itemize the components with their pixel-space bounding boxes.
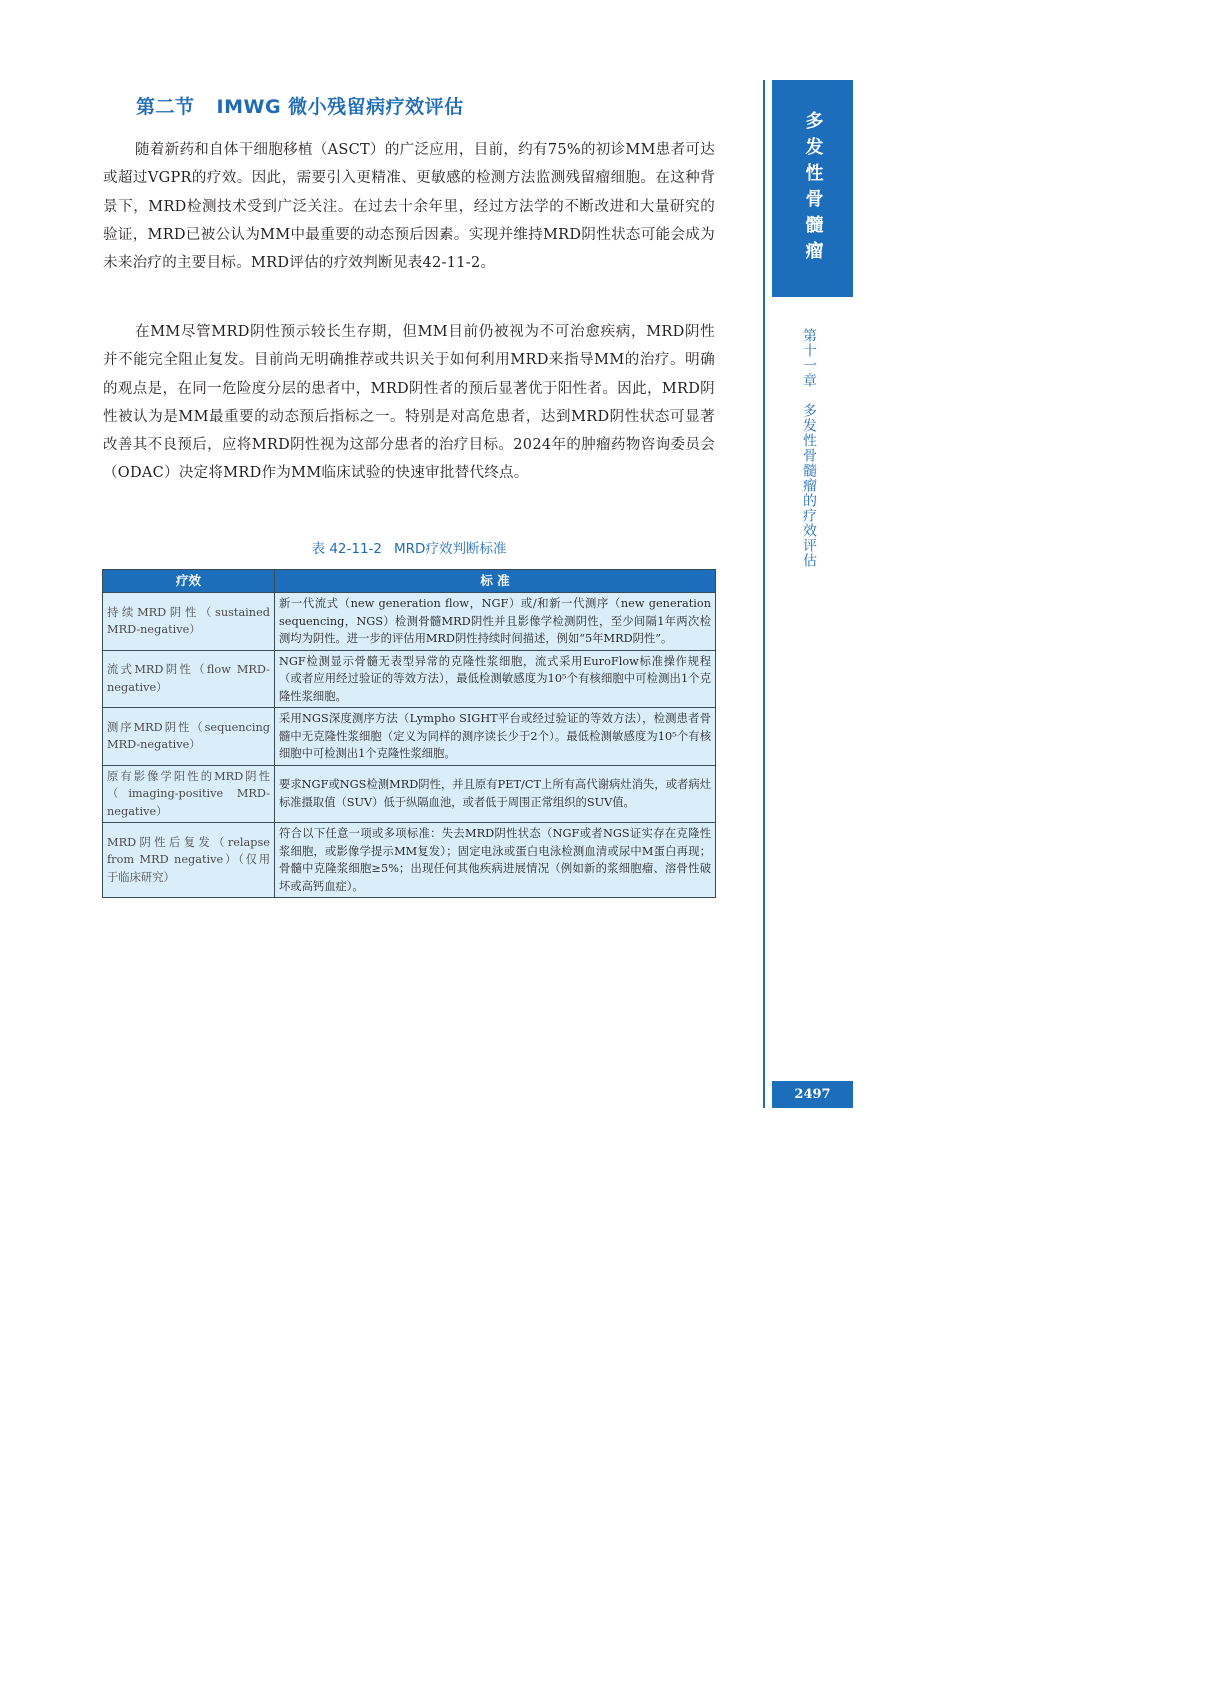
row-criteria: 符合以下任意一项或多项标准：失去MRD阴性状态（NGF或者NGS证实存在克隆性浆细胞，或影像学提示MM复发）；固定电泳或蛋白电泳检测血清或尿中M蛋白再现；骨髓中克隆浆细胞≥5%；出现任何其他疾病进展情况（例如新的浆细胞瘤、溶骨性破坏或高钙血症）。 bbox=[275, 823, 716, 898]
table-row bbox=[103, 765, 716, 823]
paragraph-2: 在MM尽管MRD阴性预示较长生存期，但MM目前仍被视为不可治愈疾病，MRD阴性并不能完全阻止复发。目前尚无明确推荐或共识关于如何利用MRD来指导MM的治疗。明确的观点是，在同一危险度分层的患者中，MRD阴性者的预后显著优于阳性者。因此，MRD阴性被认为是MM最重要的动态预后指标之一。特别是对高危患者，达到MRD阴性状态可显著改善其不良预后，应将MRD阴性视为这部分患者的治疗目标。2024年的肿瘤药物咨询委员会（ODAC）决定将MRD作为MM临床试验的快速审批替代终点。 bbox=[103, 324, 715, 482]
section-tab-label: 多发性骨髓瘤 bbox=[802, 110, 824, 267]
table-caption bbox=[103, 537, 715, 557]
row-response: MRD阴性后复发（relapse from MRD negative）（仅用于临床研究） bbox=[103, 823, 275, 898]
row-response: 原有影像学阳性的MRD阴性（imaging-positive MRD-negative） bbox=[103, 765, 275, 823]
table-caption-number: 表 42-11-2 bbox=[311, 541, 383, 557]
paragraph-1: 随着新药和自体干细胞移植（ASCT）的广泛应用，目前，约有75%的初诊MM患者可达或超过VGPR的疗效。因此，需要引入更精准、更敏感的检测方法监测残留瘤细胞。在这种背景下，MRD检测技术受到广泛关注。在过去十余年里，经过方法学的不断改进和大量研究的验证，MRD已被公认为MM中最重要的动态预后因素。实现并维持MRD阴性状态可能会成为未来治疗的主要目标。MRD评估的疗效判断见表42-11-2。 bbox=[103, 142, 715, 272]
table-caption-title: MRD疗效判断标准 bbox=[394, 541, 507, 557]
header-criteria: 标 准 bbox=[275, 570, 716, 593]
table-row bbox=[103, 823, 716, 898]
section-heading bbox=[136, 92, 464, 119]
row-criteria: 要求NGF或NGS检测MRD阴性，并且原有PET/CT上所有高代谢病灶消失，或者病灶标准摄取值（SUV）低于纵隔血池，或者低于周围正常组织的SUV值。 bbox=[275, 765, 716, 823]
row-criteria: 新一代流式（new generation flow，NGF）或/和新一代测序（new generation sequencing，NGS）检测骨髓MRD阴性并且影像学检测阴性，至少间隔1年两次检测均为阴性。进一步的评估用MRD阴性持续时间描述，例如“5年MRD阴性”。 bbox=[275, 593, 716, 651]
section-number: 第二节 bbox=[136, 96, 195, 118]
header-response: 疗效 bbox=[103, 570, 275, 593]
page-number: 2497 bbox=[772, 1081, 853, 1108]
row-response: 测序MRD阴性（sequencing MRD-negative） bbox=[103, 708, 275, 766]
table-row bbox=[103, 708, 716, 766]
row-criteria: NGF检测显示骨髓无表型异常的克隆性浆细胞，流式采用EuroFlow标准操作规程（或者应用经过验证的等效方法），最低检测敏感度为10⁵个有核细胞中可检测出1个克隆性浆细胞。 bbox=[275, 650, 716, 708]
mrd-criteria-table bbox=[102, 569, 716, 898]
table-row bbox=[103, 593, 716, 651]
row-response: 持续MRD阴性（sustained MRD-negative） bbox=[103, 593, 275, 651]
table-header-row bbox=[103, 570, 716, 593]
table-row bbox=[103, 650, 716, 708]
section-tab bbox=[772, 80, 853, 297]
row-criteria: 采用NGS深度测序方法（Lympho SIGHT平台或经过验证的等效方法），检测患者骨髓中无克隆性浆细胞（定义为同样的测序读长少于2个）。最低检测敏感度为10⁵个有核细胞中可检测出1个克隆性浆细胞。 bbox=[275, 708, 716, 766]
section-title: IMWG 微小残留病疗效评估 bbox=[216, 96, 464, 118]
sidebar-divider bbox=[763, 80, 765, 1108]
chapter-label: 第十一章 多发性骨髓瘤的疗效评估 bbox=[801, 328, 817, 568]
row-response: 流式MRD阴性（flow MRD- negative） bbox=[103, 650, 275, 708]
